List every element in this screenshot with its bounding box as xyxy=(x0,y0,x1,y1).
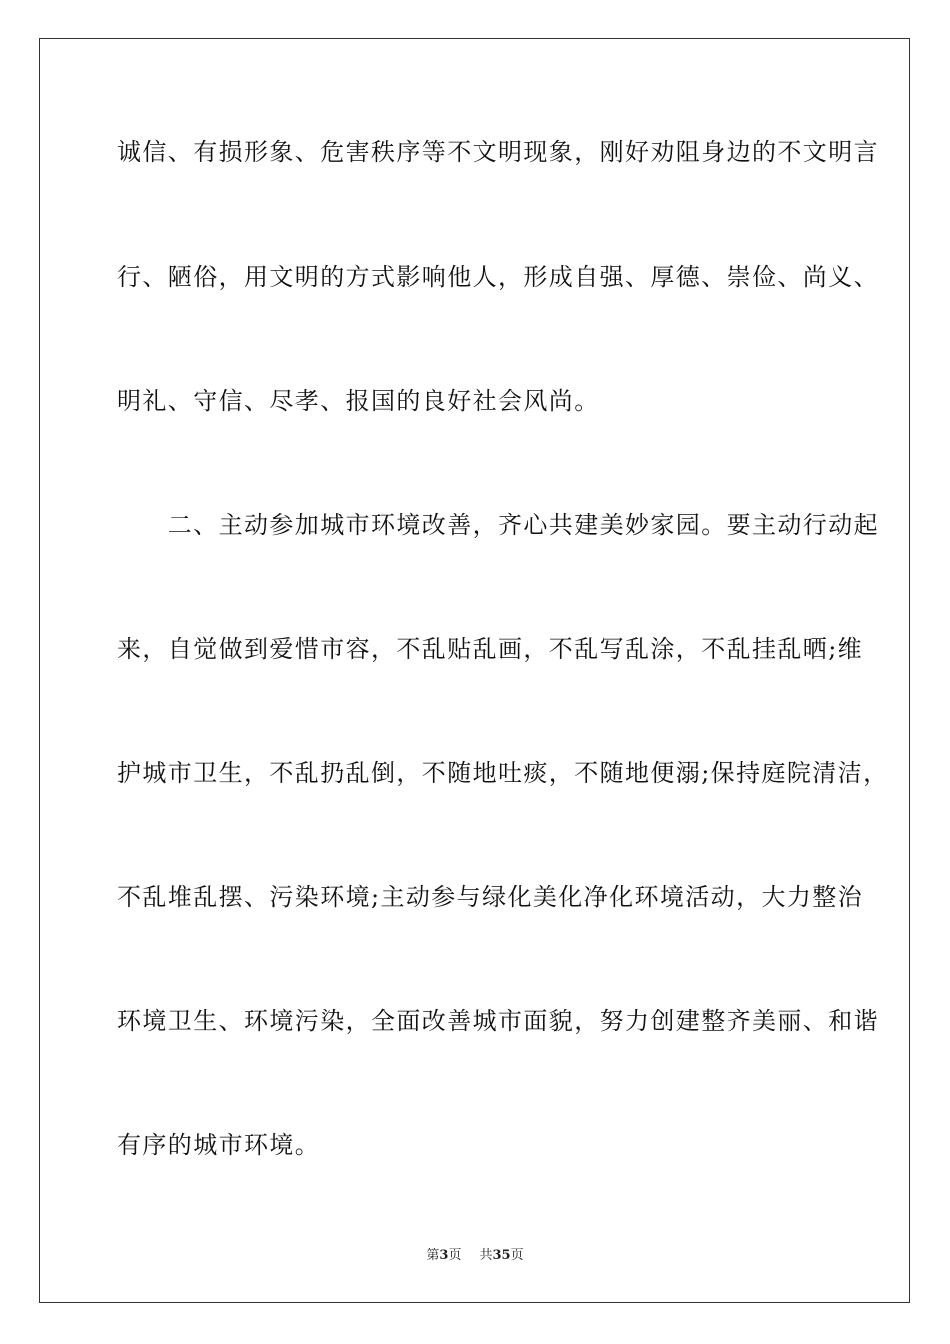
body-text-line-3: 明礼、守信、尽孝、报国的良好社会风尚。 xyxy=(117,387,600,415)
body-text-line-5: 来，自觉做到爱惜市容，不乱贴乱画，不乱写乱涂，不乱挂乱晒;维 xyxy=(117,635,864,663)
page-footer xyxy=(0,1247,950,1265)
body-text-line-1: 诚信、有损形象、危害秩序等不文明现象，刚好劝阻身边的不文明言 xyxy=(117,138,879,166)
total-pages: 35 xyxy=(492,1248,511,1263)
body-text-line-4: 二、主动参加城市环境改善，齐心共建美妙家园。要主动行动起 xyxy=(117,511,879,539)
body-text-line-6: 护城市卫生，不乱扔乱倒，不随地吐痰，不随地便溺;保持庭院清洁， xyxy=(117,759,889,787)
page-number-label: 第3页 xyxy=(426,1248,462,1263)
total-pages-label: 共35页 xyxy=(479,1248,524,1263)
body-text-line-8: 环境卫生、环境污染，全面改善城市面貌，努力创建整齐美丽、和谐 xyxy=(117,1007,879,1035)
page-number: 3 xyxy=(439,1248,449,1263)
body-text-line-9: 有序的城市环境。 xyxy=(117,1131,321,1159)
page-border xyxy=(39,38,910,1303)
body-text-line-7: 不乱堆乱摆、污染环境;主动参与绿化美化净化环境活动，大力整治 xyxy=(117,883,864,911)
body-text-line-2: 行、陋俗，用文明的方式影响他人，形成自强、厚德、崇俭、尚义、 xyxy=(117,263,879,291)
